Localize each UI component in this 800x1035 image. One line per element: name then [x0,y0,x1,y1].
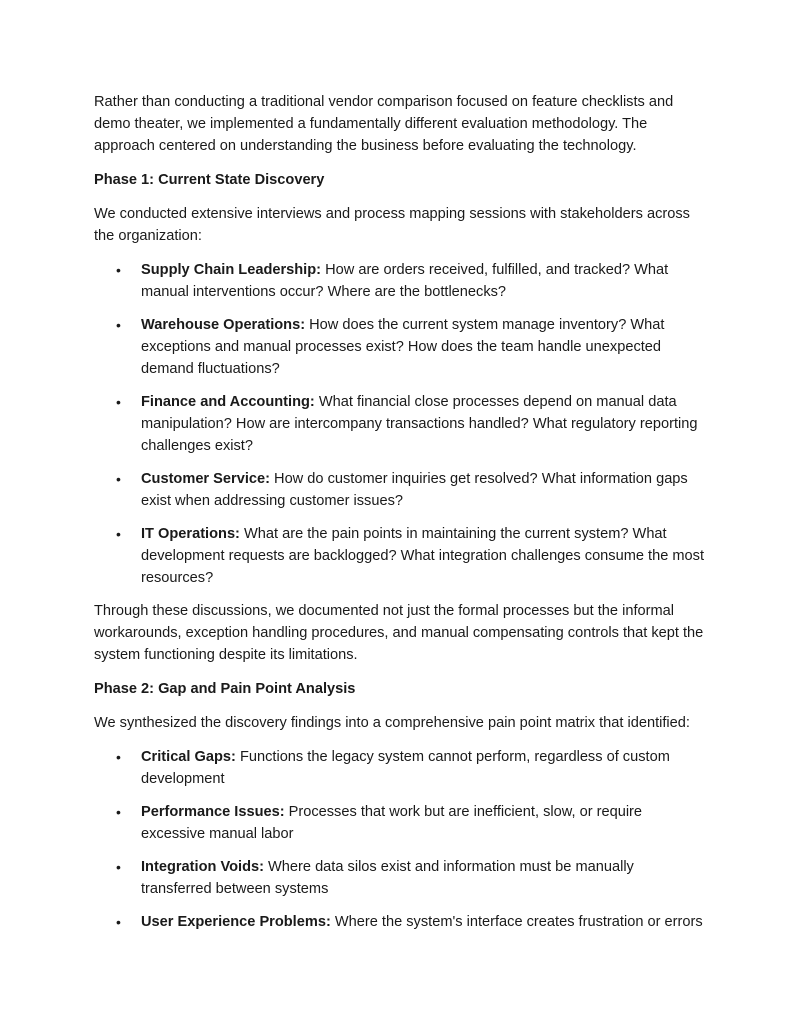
list-item [94,801,708,845]
list-item [94,391,708,457]
phase2-list [94,746,708,933]
list-item [94,259,708,303]
phase2-intro: We synthesized the discovery findings into a comprehensive pain point matrix that identified: [94,715,690,731]
item-term: Finance and Accounting: [141,394,315,410]
intro-paragraph: Rather than conducting a traditional vendor comparison focused on feature checklists and demo theater, we implemented a fundamentally different evaluation methodology. The approach centered on understanding the business before evaluating the technology. [94,94,674,154]
bullet-icon: • [116,804,121,820]
phase1-outro: Through these discussions, we documented not just the formal processes but the informal workarounds, exception handling procedures, and manual compensating controls that kept the system functioning despite its limitations. [94,603,704,663]
bullet-icon: • [116,859,121,875]
item-text: How do customer inquiries get resolved? What information gaps exist when addressing customer issues? [141,471,688,509]
item-text: Processes that work but are inefficient, slow, or require excessive manual labor [141,804,643,842]
list-item [94,856,708,900]
item-term: Integration Voids: [141,859,264,875]
item-term: Supply Chain Leadership: [141,262,322,278]
item-text: Functions the legacy system cannot perform, regardless of custom development [141,749,670,787]
phase1-list [94,259,708,589]
list-item [94,468,708,512]
item-text: What are the pain points in maintaining the current system? What development requests are backlogged? What integration challenges consume the most resources? [141,526,705,586]
list-item [94,314,708,380]
bullet-icon: • [116,526,121,542]
item-text: What financial close processes depend on manual data manipulation? How are intercompany transactions handled? What regulatory reporting challenges exist? [141,394,698,454]
item-term: Performance Issues: [141,804,285,820]
bullet-icon: • [116,394,121,410]
bullet-icon: • [116,317,121,333]
list-item [94,746,708,790]
item-text: Where data silos exist and information must be manually transferred between systems [141,859,634,897]
item-text: How are orders received, fulfilled, and tracked? What manual interventions occur? Where are the bottlenecks? [141,262,669,300]
phase1-intro: We conducted extensive interviews and process mapping sessions with stakeholders across the organization: [94,206,690,244]
phase1-heading: Phase 1: Current State Discovery [94,172,325,188]
item-term: Warehouse Operations: [141,317,306,333]
item-text: Where the system's interface creates frustration or errors [334,914,703,930]
item-text: How does the current system manage inventory? What exceptions and manual processes exist? How does the team handle unexpected demand fluctuations? [141,317,665,377]
bullet-icon: • [116,749,121,765]
item-term: Critical Gaps: [141,749,236,765]
list-item [94,523,708,589]
item-term: IT Operations: [141,526,240,542]
phase2-heading: Phase 2: Gap and Pain Point Analysis [94,681,356,697]
bullet-icon: • [116,914,121,930]
item-term: User Experience Problems: [141,914,331,930]
bullet-icon: • [116,471,121,487]
bullet-icon: • [116,262,121,278]
list-item [94,911,708,933]
item-term: Customer Service: [141,471,270,487]
